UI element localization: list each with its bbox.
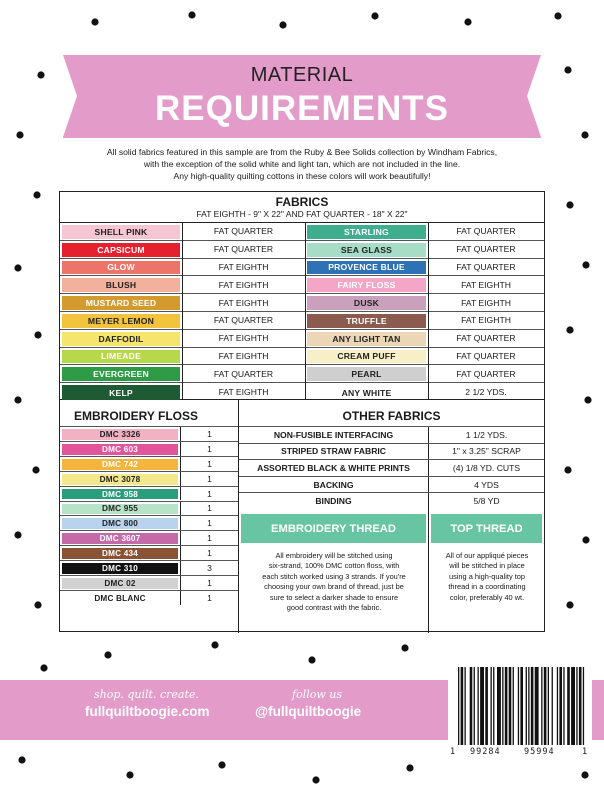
title-line-material: MATERIAL <box>250 64 354 86</box>
floss-swatch: DMC 310 <box>62 563 178 574</box>
fabric-swatch: FAIRY FLOSS <box>307 278 426 292</box>
grid-divider <box>305 223 306 399</box>
polka-dot <box>371 12 378 19</box>
fabric-size: FAT EIGHTH <box>218 333 269 344</box>
fabric-size: FAT EIGHTH <box>218 387 269 398</box>
floss-swatch: DMC BLANC <box>94 593 146 603</box>
fabric-size: FAT EIGHTH <box>461 297 511 308</box>
fabric-size: FAT QUARTER <box>213 315 274 326</box>
floss-qty: 1 <box>207 458 212 469</box>
fabric-size: FAT EIGHTH <box>218 261 269 272</box>
fabric-swatch: PEARL <box>307 367 426 381</box>
barcode-bar <box>576 667 577 745</box>
fabric-row <box>60 383 544 401</box>
fabric-swatch: TRUFFLE <box>307 314 426 328</box>
barcode <box>448 661 592 760</box>
fabric-row <box>60 312 544 330</box>
barcode-bar <box>559 667 562 745</box>
other-fabric-row <box>239 492 544 509</box>
other-fabric-name: STRIPED STRAW FABRIC <box>280 446 387 457</box>
polka-dot <box>91 18 98 25</box>
other-fabric-name: BACKING <box>313 479 354 490</box>
fabric-swatch: LIMEADE <box>62 350 180 364</box>
floss-swatch: DMC 3078 <box>62 474 178 485</box>
floss-qty: 3 <box>207 563 212 574</box>
embroidery-thread-line: six-strand, 100% DMC cotton floss, with <box>268 561 400 571</box>
footer-follow-label: follow us <box>292 688 342 701</box>
other-fabric-qty: 4 YDS <box>474 479 499 490</box>
barcode-digits-left: 99284 <box>470 747 501 757</box>
polka-dot <box>34 601 41 608</box>
embroidery-floss-heading: EMBROIDERY FLOSS <box>74 409 199 423</box>
other-fabric-row <box>239 443 544 460</box>
fabric-swatch: KELP <box>62 385 180 400</box>
fabric-row <box>60 223 544 241</box>
barcode-bar <box>509 667 512 745</box>
barcode-digit-lead: 1 <box>450 747 457 757</box>
requirements-table <box>59 191 545 632</box>
barcode-bar <box>461 667 464 745</box>
barcode-bar <box>535 667 539 745</box>
floss-swatch: DMC 3326 <box>62 429 178 440</box>
barcode-bar <box>470 667 473 745</box>
embroidery-thread-line: choosing your own brand of thread, just be <box>264 582 404 592</box>
barcode-bar <box>520 667 523 745</box>
intro-line: All solid fabrics featured in this sample are from the Ruby & Bee Solids collection by Windham Fabrics, <box>106 147 498 157</box>
floss-qty: 1 <box>207 577 212 588</box>
top-thread-line: using a high-quality top <box>448 571 525 581</box>
thread-divider <box>428 509 429 633</box>
fabric-row <box>60 276 544 294</box>
floss-row <box>60 486 238 501</box>
floss-row <box>60 515 238 530</box>
barcode-bar <box>518 667 519 745</box>
polka-dot <box>308 656 315 663</box>
other-fabric-row <box>239 476 544 493</box>
embroidery-thread-text <box>245 551 423 613</box>
fabric-swatch: CAPSICUM <box>62 243 180 257</box>
floss-row <box>60 426 238 441</box>
embroidery-thread-line: each stitch worked using 3 strands. If you're <box>262 571 406 581</box>
fabric-swatch: ANY LIGHT TAN <box>307 332 426 346</box>
top-thread-heading: TOP THREAD <box>431 514 542 543</box>
polka-dot <box>464 18 471 25</box>
barcode-bar <box>541 667 542 745</box>
barcode-bar <box>526 667 527 745</box>
polka-dot <box>188 11 195 18</box>
fabric-swatch: ANY WHITE <box>341 387 392 398</box>
intro-paragraph <box>70 146 534 182</box>
polka-dot <box>582 261 589 268</box>
polka-dot <box>14 531 21 538</box>
fabric-size: FAT EIGHTH <box>461 315 511 326</box>
floss-swatch: DMC 800 <box>62 518 178 529</box>
barcode-bar <box>557 667 558 745</box>
fabric-swatch: MEYER LEMON <box>62 314 180 328</box>
fabrics-grid <box>60 222 544 400</box>
footer-tagline: shop. quilt. create. <box>94 688 199 701</box>
fabric-row <box>60 259 544 277</box>
other-fabric-row <box>239 459 544 476</box>
fabric-swatch: GLOW <box>62 261 180 275</box>
fabric-swatch: DUSK <box>307 296 426 310</box>
barcode-digits-right: 95994 <box>524 747 555 757</box>
polka-dot <box>126 771 133 778</box>
barcode-bar <box>474 667 475 745</box>
polka-dot <box>218 761 225 768</box>
floss-qty: 1 <box>207 473 212 484</box>
title-line-requirements: REQUIREMENTS <box>155 89 449 128</box>
barcode-bar <box>531 667 534 745</box>
polka-dot <box>33 191 40 198</box>
other-fabric-name: BINDING <box>315 496 352 507</box>
top-thread-line: All of our appliqué pieces <box>445 551 529 560</box>
barcode-bar <box>528 667 529 745</box>
polka-dot <box>40 664 47 671</box>
barcode-bar <box>485 667 488 745</box>
floss-qty: 1 <box>207 488 212 499</box>
fabric-swatch: BLUSH <box>62 278 180 292</box>
top-thread-line: will be stitched in place <box>449 561 525 571</box>
polka-dot <box>34 331 41 338</box>
other-fabric-row <box>239 426 544 443</box>
polka-dot <box>37 71 44 78</box>
barcode-bar <box>552 667 553 745</box>
other-fabric-qty: 1 1/2 YDS. <box>465 429 508 440</box>
polka-dot <box>104 651 111 658</box>
floss-qty: 1 <box>207 592 212 603</box>
title-banner <box>63 55 541 138</box>
intro-line: with the exception of the solid white and light tan, which are not included in the line. <box>143 159 461 169</box>
polka-dot <box>584 396 591 403</box>
floss-swatch: DMC 02 <box>62 578 178 589</box>
floss-row <box>60 530 238 545</box>
floss-row <box>60 590 238 605</box>
fabric-row <box>60 241 544 259</box>
floss-row <box>60 560 238 575</box>
barcode-bar <box>458 667 459 745</box>
fabric-size: FAT QUARTER <box>213 368 274 379</box>
footer-website-link[interactable]: fullquiltboogie.com <box>85 704 210 719</box>
fabric-size: 2 1/2 YDS. <box>465 387 507 398</box>
other-fabric-name: NON-FUSIBLE INTERFACING <box>273 429 394 440</box>
floss-swatch: DMC 434 <box>62 548 178 559</box>
fabric-row <box>60 348 544 366</box>
floss-qty: 1 <box>207 533 212 544</box>
polka-dot <box>566 201 573 208</box>
floss-row <box>60 501 238 516</box>
floss-qty: 1 <box>207 518 212 529</box>
barcode-bar <box>465 667 466 745</box>
barcode-bar <box>493 667 494 745</box>
barcode-bar <box>502 667 503 745</box>
barcode-bar <box>579 667 582 745</box>
footer-social-handle[interactable]: @fullquiltboogie <box>255 704 362 719</box>
fabric-size: FAT QUARTER <box>456 333 516 344</box>
barcode-bar <box>571 667 575 745</box>
fabric-size: FAT QUARTER <box>456 368 516 379</box>
other-fabrics-heading: OTHER FABRICS <box>342 409 441 423</box>
floss-swatch: DMC 955 <box>62 504 178 515</box>
fabric-size: FAT QUARTER <box>213 226 274 237</box>
other-fabric-qty: 5/8 YD <box>473 496 500 507</box>
top-thread-text <box>432 551 542 603</box>
barcode-bar <box>563 667 564 745</box>
polka-dot <box>16 131 23 138</box>
floss-swatch: DMC 603 <box>62 444 178 455</box>
fabric-size: FAT QUARTER <box>213 244 274 255</box>
fabric-size: FAT EIGHTH <box>218 297 269 308</box>
fabric-row <box>60 294 544 312</box>
barcode-digit-trail: 1 <box>582 747 589 757</box>
polka-dot <box>566 326 573 333</box>
intro-line: Any high-quality quilting cottons in these colors will work beautifully! <box>173 171 431 181</box>
floss-row <box>60 545 238 560</box>
polka-dot <box>14 264 21 271</box>
fabric-size: FAT EIGHTH <box>218 350 269 361</box>
fabric-size: FAT EIGHTH <box>461 279 511 290</box>
other-fabrics-section <box>239 400 544 633</box>
top-thread-line: thread in a coordinating <box>448 582 526 592</box>
polka-dot <box>14 396 21 403</box>
polka-dot <box>564 466 571 473</box>
floss-qty: 1 <box>207 503 212 514</box>
barcode-bar <box>548 667 549 745</box>
floss-row <box>60 456 238 471</box>
fabric-swatch: STARLING <box>307 225 426 239</box>
fabric-row <box>60 365 544 383</box>
floss-row <box>60 441 238 456</box>
floss-row <box>60 471 238 486</box>
other-fabric-qty: (4) 1/8 YD. CUTS <box>452 462 521 473</box>
fabric-size: FAT QUARTER <box>456 350 516 361</box>
fabric-swatch: EVERGREEN <box>62 367 180 381</box>
barcode-bar <box>491 667 492 745</box>
barcode-bar <box>478 667 479 745</box>
floss-qty: 1 <box>207 443 212 454</box>
floss-swatch: DMC 958 <box>62 489 178 500</box>
fabric-swatch: PROVENCE BLUE <box>307 261 426 275</box>
polka-dot <box>312 776 319 783</box>
embroidery-thread-line: All embroidery will be stitched using <box>275 551 393 560</box>
fabric-swatch: MUSTARD SEED <box>62 296 180 310</box>
polka-dot <box>581 771 588 778</box>
polka-dot <box>566 601 573 608</box>
grid-divider <box>428 223 429 399</box>
polka-dot <box>32 466 39 473</box>
fabric-size: FAT EIGHTH <box>218 279 269 290</box>
floss-qty: 1 <box>207 428 212 439</box>
floss-row <box>60 575 238 590</box>
floss-swatch: DMC 742 <box>62 459 178 470</box>
polka-dot <box>406 764 413 771</box>
fabric-size: FAT QUARTER <box>456 226 516 237</box>
polka-dot <box>211 641 218 648</box>
fabric-swatch: SHELL PINK <box>62 225 180 239</box>
polka-dot <box>564 66 571 73</box>
embroidery-thread-line: sure to select a darker shade to ensure <box>269 592 399 602</box>
other-fabric-name: ASSORTED BLACK & WHITE PRINTS <box>257 462 410 473</box>
floss-qty: 1 <box>207 548 212 559</box>
polka-dot <box>279 21 286 28</box>
fabric-row <box>60 330 544 348</box>
barcode-bars <box>448 661 592 747</box>
polka-dot <box>401 644 408 651</box>
polka-dot <box>554 12 561 19</box>
barcode-bar <box>505 667 508 745</box>
other-fabric-qty: 1" x 3.25" SCRAP <box>452 446 521 457</box>
barcode-bar <box>513 667 514 745</box>
embroidery-thread-heading: EMBROIDERY THREAD <box>241 514 426 543</box>
fabrics-subheading: FAT EIGHTH - 9" X 22" AND FAT QUARTER - 18" X 22" <box>196 209 408 219</box>
barcode-bar <box>544 667 547 745</box>
fabric-size: FAT QUARTER <box>456 261 516 272</box>
barcode-bar <box>497 667 501 745</box>
polka-dot <box>581 131 588 138</box>
fabric-swatch: SEA GLASS <box>307 243 426 257</box>
fabric-size: FAT QUARTER <box>456 244 516 255</box>
grid-divider <box>182 223 183 399</box>
polka-dot <box>18 756 25 763</box>
polka-dot <box>582 536 589 543</box>
top-thread-line: color, preferably 40 wt. <box>449 592 525 602</box>
barcode-bar <box>583 667 584 745</box>
fabrics-heading: FABRICS <box>275 195 329 209</box>
barcode-bar <box>480 667 484 745</box>
embroidery-thread-line: good contrast with the fabric. <box>286 603 382 613</box>
floss-swatch: DMC 3607 <box>62 533 178 544</box>
fabric-swatch: DAFFODIL <box>62 332 180 346</box>
barcode-bar <box>567 667 570 745</box>
fabric-swatch: CREAM PUFF <box>307 350 426 364</box>
